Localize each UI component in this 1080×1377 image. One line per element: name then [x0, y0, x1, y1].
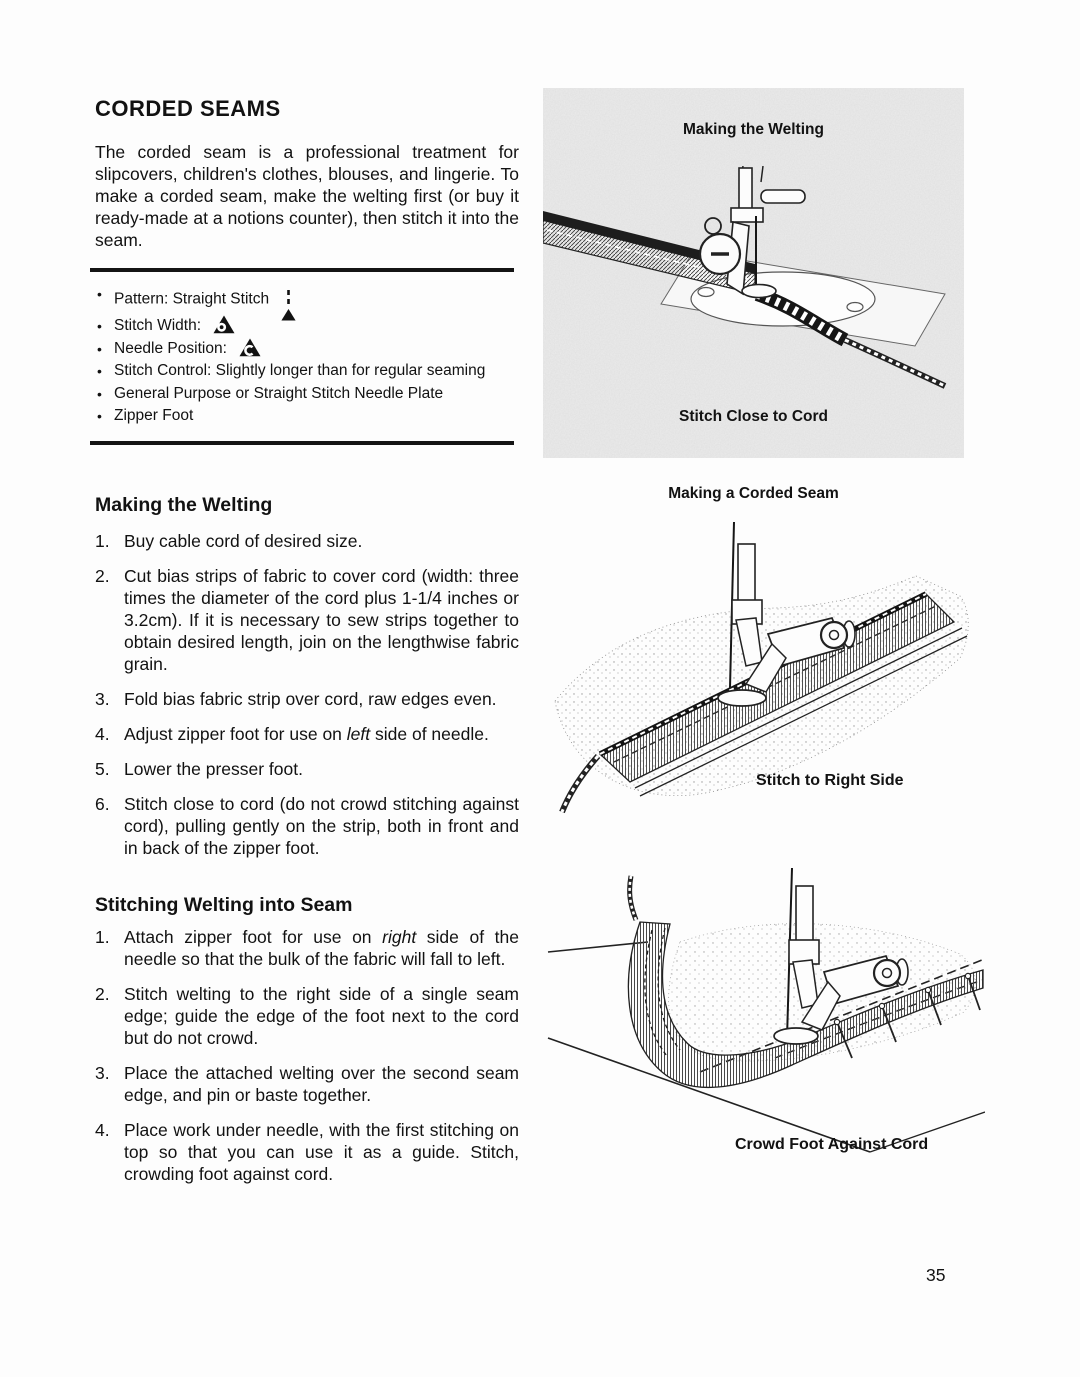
figure-caption: Crowd Foot Against Cord	[735, 1136, 929, 1153]
figure-title: Making the Welting	[683, 121, 824, 138]
section-heading-stitching-welting: Stitching Welting into Seam	[95, 894, 353, 916]
crowding-foot-illustration	[540, 860, 985, 1155]
stitching-welting-steps	[95, 926, 519, 1198]
corded-seam-stitching-illustration	[540, 516, 970, 816]
spec-label: General Purpose or Straight Stitch Needle Plate	[114, 384, 444, 402]
list-item: 2. Stitch welting to the right side of a single seam edge; guide the edge of the foot next to the cord but do not crowd.	[95, 984, 519, 1048]
list-item	[90, 339, 514, 361]
spec-label: Stitch Width:	[114, 317, 201, 334]
bullet-icon	[90, 284, 114, 315]
making-welting-steps	[95, 530, 519, 872]
spec-label: Zipper Foot	[114, 407, 194, 424]
bullet-icon	[90, 384, 114, 406]
list-item: 1. Buy cable cord of desired size.	[95, 531, 363, 551]
list-item	[90, 384, 514, 406]
figure-making-welting	[543, 88, 964, 458]
list-item	[90, 316, 514, 338]
list-item	[90, 406, 514, 428]
spec-label: Needle Position:	[114, 339, 227, 357]
bullet-icon	[90, 406, 114, 428]
section-heading-making-welting: Making the Welting	[95, 494, 273, 516]
list-item: 3. Fold bias fabric strip over cord, raw edges even.	[95, 689, 497, 709]
figure-caption: Stitch to Right Side	[756, 772, 904, 789]
spec-label: Pattern: Straight Stitch	[114, 290, 270, 308]
straight-stitch-icon	[281, 290, 296, 321]
list-item: 6. Stitch close to cord (do not crowd stitching against cord), pulling gently on the strip, both in front and in back of the zipper foot.	[95, 794, 519, 858]
welting-under-foot-illustration	[543, 166, 964, 398]
bullet-icon	[90, 316, 114, 338]
page-number: 35	[926, 1265, 946, 1285]
intro-paragraph: The corded seam is a professional treatment for slipcovers, children's clothes, blouses, and lingerie. To make a corded seam, make the welting first (or buy it ready-made at a notions counter), then stitch it into the seam.	[95, 142, 519, 250]
bullet-icon	[90, 361, 114, 383]
list-item: 4. Adjust zipper foot for use on left side of needle.	[95, 724, 489, 744]
list-item	[90, 284, 514, 315]
spec-label: Stitch Control: Slightly longer than for regular seaming	[114, 362, 486, 379]
needle-position-dial-icon	[239, 338, 261, 357]
figure-title: Making a Corded Seam	[668, 485, 839, 502]
stitch-width-dial-icon	[213, 315, 235, 334]
bullet-icon	[90, 339, 114, 361]
list-item: 1. Attach zipper foot for use on right side of the needle so that the bulk of the fabric will fall to left.	[95, 927, 519, 969]
list-item: 4. Place work under needle, with the first stitching on top so that you can use it as a guide. Stitch, crowding foot against cord.	[95, 1120, 519, 1184]
page-title: CORDED SEAMS	[95, 96, 281, 121]
list-item: 2. Cut bias strips of fabric to cover cord (width: three times the diameter of the cord plus 1-1/4 inches or 3.2cm). If it is necessary to sew strips together to obtain desired length, join on the lengthwise fabric grain.	[95, 566, 519, 674]
list-item: 5. Lower the presser foot.	[95, 759, 303, 779]
figure-caption: Stitch Close to Cord	[679, 408, 828, 425]
machine-settings-box	[90, 268, 514, 445]
list-item	[90, 361, 514, 383]
list-item: 3. Place the attached welting over the second seam edge, and pin or baste together.	[95, 1063, 519, 1105]
